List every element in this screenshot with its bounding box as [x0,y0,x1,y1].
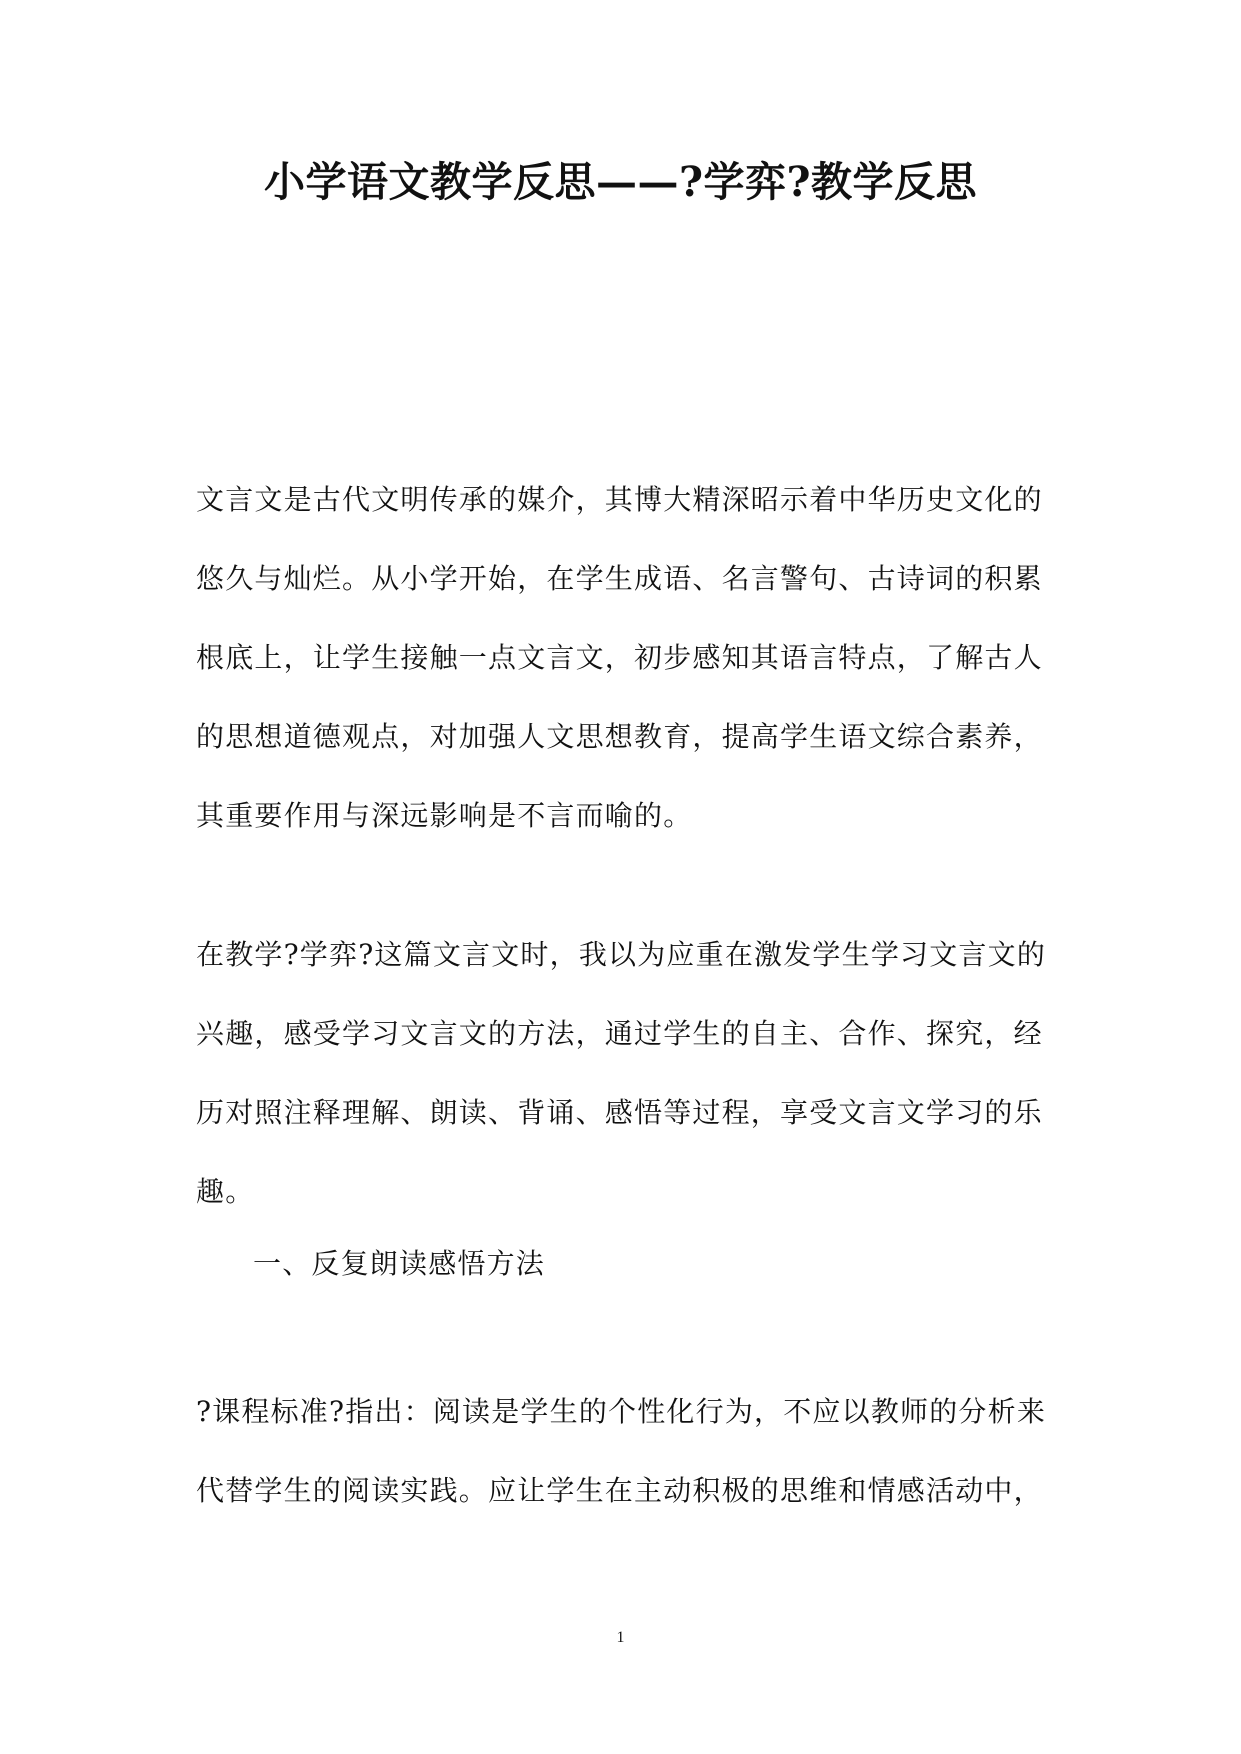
paragraph-line: 代替学生的阅读实践。应让学生在主动积极的思维和情感活动中， [196,1474,1043,1507]
paragraph-line: 在教学?学弈?这篇文言文时，我以为应重在激发学生学习文言文的 [196,938,1047,971]
paragraph-line: 兴趣，感受学习文言文的方法，通过学生的自主、合作、探究，经 [196,1017,1043,1050]
paragraph-line: 悠久与灿烂。从小学开始，在学生成语、名言警句、古诗词的积累 [196,562,1043,595]
paragraph-teaching-goal [196,915,1046,1231]
page-number: 1 [616,1629,625,1646]
section-heading: 一、反复朗读感悟方法 [253,1247,546,1280]
paragraph-line: ?课程标准?指出：阅读是学生的个性化行为，不应以教师的分析来 [196,1395,1047,1428]
paragraph-line: 其重要作用与深远影响是不言而喻的。 [196,799,693,832]
paragraph-line: 历对照注释理解、朗读、背诵、感悟等过程，享受文言文学习的乐 [196,1096,1043,1129]
paragraph-curriculum [196,1372,1046,1530]
paragraph-intro [196,460,1046,855]
paragraph-line: 文言文是古代文明传承的媒介，其博大精深昭示着中华历史文化的 [196,483,1043,516]
paragraph-line: 的思想道德观点，对加强人文思想教育，提高学生语文综合素养， [196,720,1043,753]
paragraph-line: 趣。 [196,1175,255,1208]
document-title: 小学语文教学反思——?学弈?教学反思 [263,158,978,206]
paragraph-line: 根底上，让学生接触一点文言文，初步感知其语言特点，了解古人 [196,641,1043,674]
